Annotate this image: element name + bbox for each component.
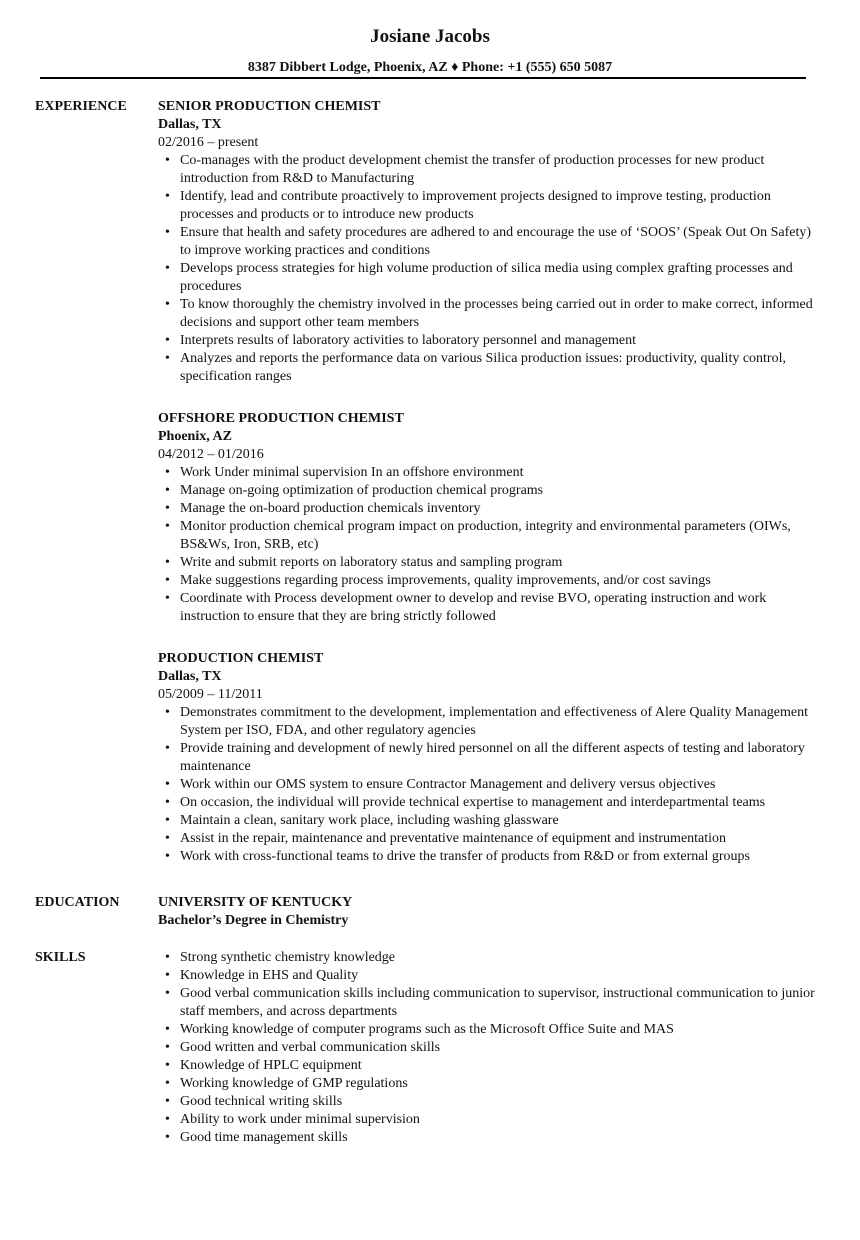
skill-item: • Ability to work under minimal supervision <box>180 1111 825 1129</box>
resume-body <box>35 98 825 1147</box>
skills-list <box>158 949 825 1147</box>
skill-item: • Working knowledge of GMP regulations <box>180 1075 825 1093</box>
bullet-item: • Analyzes and reports the performance data on various Silica production issues: productivity, quality control, specification ranges <box>180 350 825 386</box>
education-entry <box>158 894 825 930</box>
job-dates: 02/2016 – present <box>158 135 259 150</box>
job-entry <box>158 410 825 626</box>
bullet-item: • Manage on-going optimization of production chemical programs <box>180 482 825 500</box>
education-section <box>35 894 825 930</box>
bullet-item: • Co-manages with the product development chemist the transfer of production processes for new product introduction from R&D to Manufacturing <box>180 152 825 188</box>
bullet-item: • Work with cross-functional teams to drive the transfer of products from R&D or from external groups <box>180 848 825 866</box>
job-entry <box>158 98 825 386</box>
bullet-item: • Make suggestions regarding process improvements, quality improvements, and/or cost savings <box>180 572 825 590</box>
bullet-item: • Provide training and development of newly hired personnel on all the different aspects of testing and laboratory maintenance <box>180 740 825 776</box>
bullet-item: • Ensure that health and safety procedures are adhered to and encourage the use of ‘SOOS’ (Speak Out On Safety) to improve working practices and conditions <box>180 224 825 260</box>
bullet-item: • Work within our OMS system to ensure Contractor Management and delivery versus objectives <box>180 776 825 794</box>
bullet-item: • Develops process strategies for high volume production of silica media using complex grafting processes and procedures <box>180 260 825 296</box>
school-name: UNIVERSITY OF KENTUCKY <box>158 895 353 910</box>
bullet-item: • Interprets results of laboratory activities to laboratory personnel and management <box>180 332 825 350</box>
skill-item: • Good verbal communication skills including communication to supervisor, instructional communication to junior staff members, and across departments <box>180 985 825 1021</box>
skill-item: • Knowledge of HPLC equipment <box>180 1057 825 1075</box>
job-entry <box>158 650 825 866</box>
section-label: EXPERIENCE <box>35 99 127 114</box>
skill-item: • Good time management skills <box>180 1129 825 1147</box>
bullet-item: • Demonstrates commitment to the development, implementation and effectiveness of Alere Quality Management System per ISO, FDA, and other regulatory agencies <box>180 704 825 740</box>
bullet-item: • To know thoroughly the chemistry involved in the processes being carried out in order to make correct, informed decisions and support other team members <box>180 296 825 332</box>
section-label: SKILLS <box>35 950 86 965</box>
experience-list <box>158 98 825 866</box>
job-title: SENIOR PRODUCTION CHEMIST <box>158 99 381 114</box>
job-title: PRODUCTION CHEMIST <box>158 651 324 666</box>
job-location: Phoenix, AZ <box>158 429 232 444</box>
skill-item: • Strong synthetic chemistry knowledge <box>180 949 825 967</box>
job-location: Dallas, TX <box>158 117 222 132</box>
job-bullets <box>158 704 825 866</box>
job-bullets <box>158 152 825 386</box>
section-label: EDUCATION <box>35 895 120 910</box>
skill-item: • Knowledge in EHS and Quality <box>180 967 825 985</box>
resume-name: Josiane Jacobs <box>370 26 490 47</box>
skill-item: • Working knowledge of computer programs such as the Microsoft Office Suite and MAS <box>180 1021 825 1039</box>
degree: Bachelor’s Degree in Chemistry <box>158 913 349 928</box>
skill-item: • Good written and verbal communication skills <box>180 1039 825 1057</box>
bullet-item: • Work Under minimal supervision In an offshore environment <box>180 464 825 482</box>
bullet-item: • Write and submit reports on laboratory status and sampling program <box>180 554 825 572</box>
bullet-item: • Maintain a clean, sanitary work place, including washing glassware <box>180 812 825 830</box>
experience-section <box>35 98 825 866</box>
bullet-item: • Identify, lead and contribute proactively to improvement projects designed to improve testing, production processes and products or to introduce new products <box>180 188 825 224</box>
skills-content <box>158 949 825 1147</box>
job-location: Dallas, TX <box>158 669 222 684</box>
bullet-item: • On occasion, the individual will provide technical expertise to management and interdepartmental teams <box>180 794 825 812</box>
skill-item: • Good technical writing skills <box>180 1093 825 1111</box>
bullet-item: • Monitor production chemical program impact on production, integrity and environmental parameters (OIWs, BS&Ws, Iron, SRB, etc) <box>180 518 825 554</box>
skills-section <box>35 949 825 1147</box>
contact-line: 8387 Dibbert Lodge, Phoenix, AZ ♦ Phone: +1 (555) 650 5087 <box>247 60 613 75</box>
bullet-item: • Coordinate with Process development owner to develop and revise BVO, operating instruction and work instruction to ensure that they are bring strictly followed <box>180 590 825 626</box>
header-divider <box>40 77 806 79</box>
bullet-item: • Assist in the repair, maintenance and preventative maintenance of equipment and instrumentation <box>180 830 825 848</box>
job-dates: 05/2009 – 11/2011 <box>158 687 263 702</box>
job-bullets <box>158 464 825 626</box>
job-dates: 04/2012 – 01/2016 <box>158 447 264 462</box>
bullet-item: • Manage the on-board production chemicals inventory <box>180 500 825 518</box>
job-title: OFFSHORE PRODUCTION CHEMIST <box>158 411 404 426</box>
